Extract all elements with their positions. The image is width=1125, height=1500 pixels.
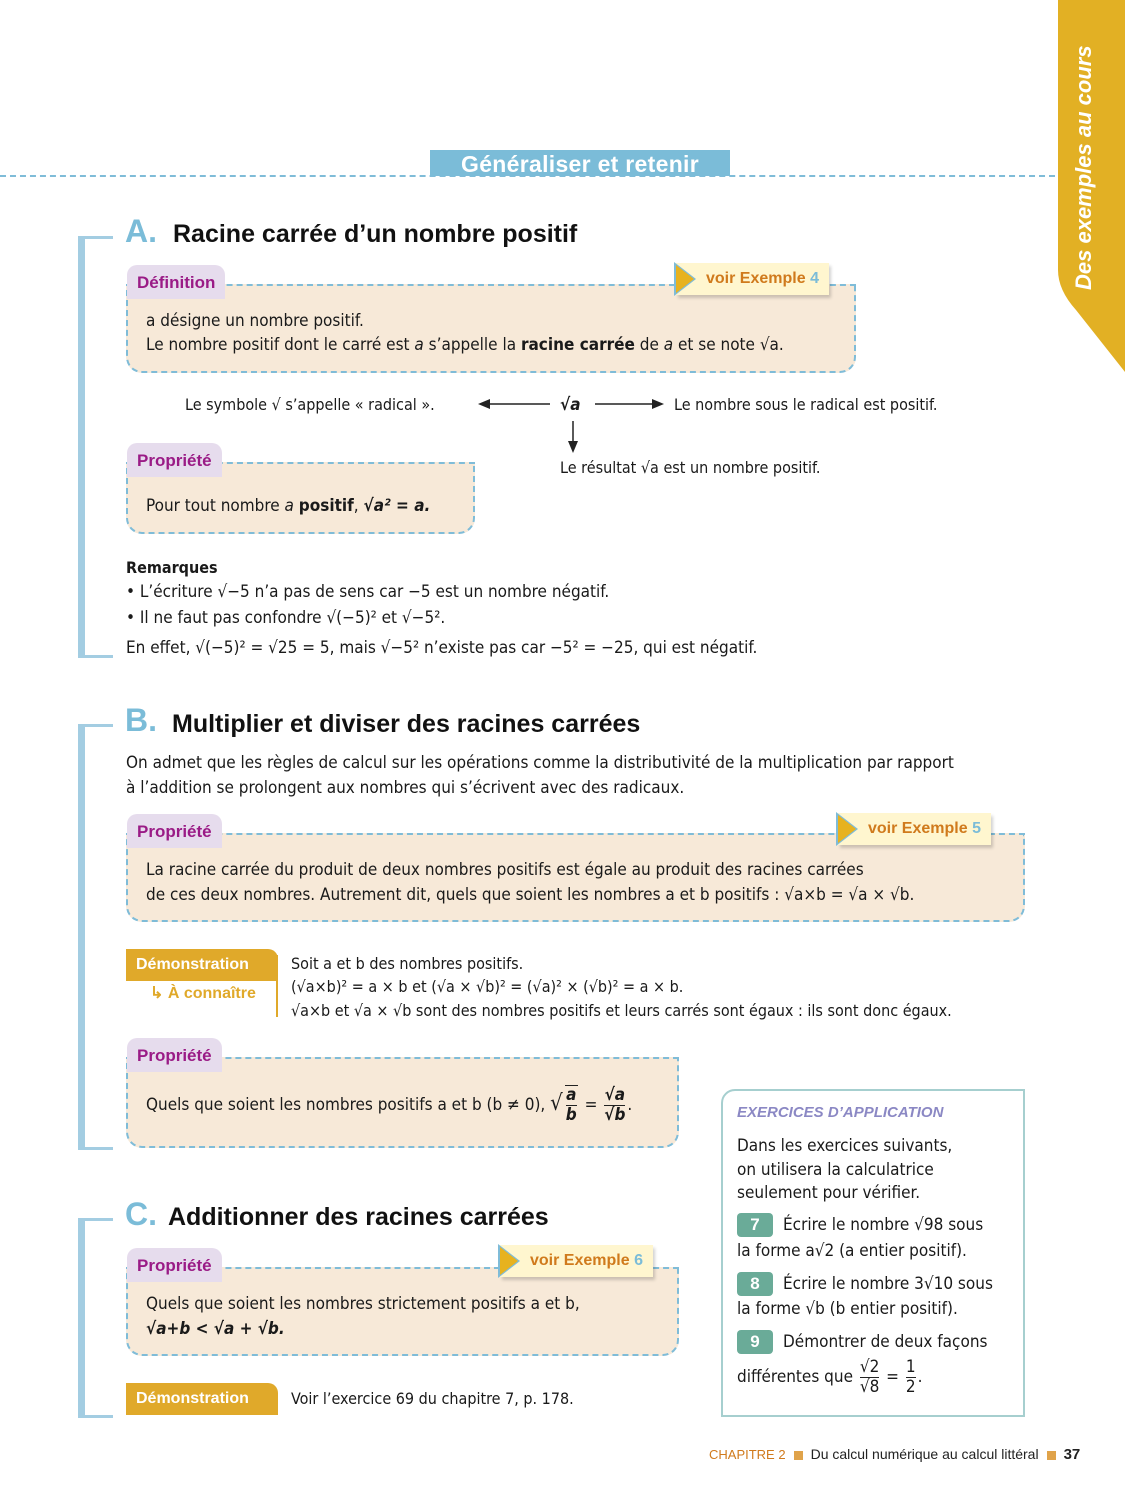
diagram-under-radical-label: Le nombre sous le radical est positif.: [674, 395, 938, 414]
exercices-intro-line3: seulement pour vérifier.: [737, 1183, 921, 1203]
propriete-a-text: Pour tout nombre a positif, √a² = a.: [146, 496, 431, 516]
propriete-b1-line2: de ces deux nombres. Autrement dit, quels que soient les nombres a et b positifs : √a×b = √a × √b.: [146, 885, 915, 905]
play-arrow-icon-fill: [676, 265, 694, 293]
fraction-one-half: $\frac{1}{2}$: [905, 1356, 916, 1397]
arrow-down-icon: [565, 420, 581, 454]
demonstration-b-line1: Soit a et b des nombres positifs.: [291, 954, 524, 973]
arrow-right-icon: [593, 396, 665, 412]
exercise-8[interactable]: 8 Écrire le nombre 3√10 sous: [737, 1272, 993, 1296]
a-connaitre-label: ↳ À connaître: [150, 985, 256, 1002]
exercise-number-badge: 8: [737, 1272, 773, 1296]
exercices-intro-line2: on utilisera la calculatrice: [737, 1160, 934, 1180]
page-number: 37: [1063, 1446, 1081, 1463]
section-b-intro-line2: à l’addition se prolongent aux nombres qui s’écrivent avec des radicaux.: [126, 778, 685, 798]
definition-line1: a désigne un nombre positif.: [146, 311, 364, 331]
remarque-line3: En effet, √(−5)² = √25 = 5, mais √−5² n’existe pas car −5² = −25, qui est négatif.: [126, 638, 758, 658]
square-bullet-icon: [1047, 1451, 1056, 1460]
demonstration-c-tag: Démonstration: [126, 1383, 278, 1415]
demonstration-c-text[interactable]: Voir l’exercice 69 du chapitre 7, p. 178.: [291, 1389, 574, 1408]
section-b-title: Multiplier et diviser des racines carrées: [172, 710, 641, 738]
propriete-a-label: Propriété: [127, 443, 222, 477]
demonstration-b-tag: Démonstration: [126, 949, 278, 981]
fraction-sqrt-a-over-sqrt-b: $\frac{√a}{√b}$: [604, 1084, 626, 1125]
definition-line2: Le nombre positif dont le carré est a s’appelle la racine carrée de a et se note √a.: [146, 335, 784, 355]
propriete-c-line1: Quels que soient les nombres strictement positifs a et b,: [146, 1294, 580, 1314]
propriete-b1-line1: La racine carrée du produit de deux nombres positifs est égale au produit des racines carrées: [146, 860, 864, 880]
diagram-radical-label: Le symbole √ s’appelle « radical ».: [185, 395, 435, 414]
exercise-number-badge: 9: [737, 1330, 773, 1354]
propriete-b2-text: Quels que soient les nombres positifs a et b (b ≠ 0), √ $\frac{a}{b}$ = $\frac{√a}{√b}$ .: [146, 1084, 633, 1125]
section-c-bracket: [78, 1218, 113, 1418]
play-arrow-icon-fill: [838, 815, 856, 843]
exercices-intro-line1: Dans les exercices suivants,: [737, 1136, 953, 1156]
voir-exemple-6-link[interactable]: voir Exemple 6: [500, 1245, 653, 1277]
exercices-title: EXERCICES D’APPLICATION: [737, 1104, 944, 1121]
section-a-title: Racine carrée d’un nombre positif: [173, 220, 578, 248]
section-a-letter: A.: [125, 213, 157, 249]
exercise-9-line2: différentes que $\frac{√2}{√8}$ = $\frac{1}{2}$ .: [737, 1356, 923, 1397]
page-footer: [709, 1446, 1080, 1463]
demonstration-b-line2: (√a×b)² = a × b et (√a × √b)² = (√a)² × (√b)² = a × b.: [291, 977, 684, 996]
footer-chapter-title: Du calcul numérique au calcul littéral: [810, 1446, 1039, 1462]
square-bullet-icon: [794, 1451, 803, 1460]
section-c-letter: C.: [125, 1196, 157, 1232]
side-tab-label[interactable]: Des exemples au cours: [1071, 45, 1096, 290]
propriete-c-line2: √a+b < √a + √b.: [146, 1319, 285, 1339]
voir-exemple-5-link[interactable]: voir Exemple 5: [838, 813, 991, 845]
exercise-7[interactable]: 7 Écrire le nombre √98 sous: [737, 1213, 983, 1237]
section-c-title: Additionner des racines carrées: [168, 1203, 549, 1231]
remarques-title: Remarques: [126, 558, 218, 577]
demonstration-b-line3: √a×b et √a × √b sont des nombres positifs et leurs carrés sont égaux : ils sont donc égaux.: [291, 1001, 952, 1020]
arrow-left-icon: [478, 396, 553, 412]
section-banner-title: Généraliser et retenir: [430, 150, 730, 176]
footer-chapter: CHAPITRE 2: [709, 1447, 786, 1462]
definition-label: Définition: [127, 265, 225, 299]
diagram-center-sqrt: √a: [560, 395, 581, 415]
section-b-letter: B.: [125, 702, 157, 738]
fraction-sqrt2-over-sqrt8: $\frac{√2}{√8}$: [859, 1356, 880, 1397]
remarque-line1: • L’écriture √−5 n’a pas de sens car −5 est un nombre négatif.: [126, 582, 610, 602]
demonstration-b-rule: [276, 955, 278, 1017]
voir-exemple-4-link[interactable]: voir Exemple 4: [676, 263, 829, 295]
section-a-bracket: [78, 236, 113, 658]
fraction-a-over-b: $\frac{a}{b}$: [565, 1085, 577, 1125]
remarque-line2: • Il ne faut pas confondre √(−5)² et √−5².: [126, 608, 446, 628]
curved-arrow-icon: ↳: [150, 985, 164, 1002]
section-b-intro-line1: On admet que les règles de calcul sur les opérations comme la distributivité de la multiplication par rapport: [126, 753, 954, 773]
propriete-b2-label: Propriété: [127, 1038, 222, 1072]
section-b-bracket: [78, 724, 113, 1150]
exercise-number-badge: 7: [737, 1213, 773, 1237]
propriete-b1-label: Propriété: [127, 814, 222, 848]
play-arrow-icon-fill: [500, 1247, 518, 1275]
diagram-result-label: Le résultat √a est un nombre positif.: [560, 458, 821, 477]
exercise-7-line2: la forme a√2 (a entier positif).: [737, 1241, 967, 1261]
exercise-9[interactable]: 9 Démontrer de deux façons: [737, 1330, 987, 1354]
propriete-c-label: Propriété: [127, 1248, 222, 1282]
exercise-8-line2: la forme √b (b entier positif).: [737, 1299, 958, 1319]
